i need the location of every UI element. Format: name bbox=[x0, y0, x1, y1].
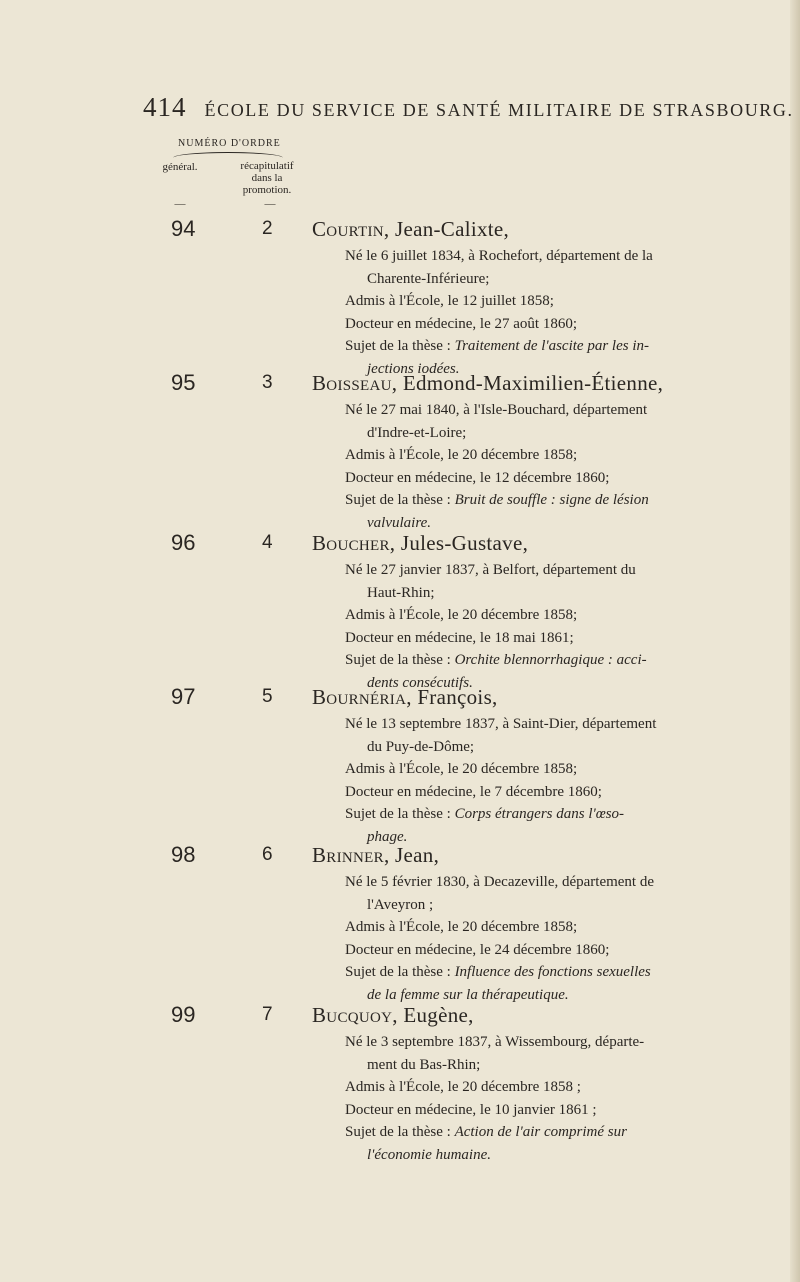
birth-line-cont: du Puy-de-Dôme; bbox=[367, 738, 475, 755]
thesis-line bbox=[345, 961, 760, 984]
doctorate-line: Docteur en médecine, le 7 décembre 1860; bbox=[345, 783, 602, 800]
thesis-title: Action de l'air comprimé sur bbox=[454, 1124, 627, 1141]
birth-line-cont: Haut-Rhin; bbox=[367, 584, 435, 601]
thesis-title-cont: phage. bbox=[367, 828, 408, 845]
general-number: 96 bbox=[171, 530, 196, 555]
surname: Boisseau bbox=[312, 371, 392, 395]
recap-heading-line: récapitulatif bbox=[240, 160, 294, 172]
promotion-number: 2 bbox=[262, 218, 273, 239]
admission-line: Admis à l'École, le 20 décembre 1858; bbox=[345, 761, 578, 778]
entry-details bbox=[345, 713, 760, 849]
thesis-line bbox=[345, 649, 760, 672]
promotion-number: 3 bbox=[262, 372, 273, 393]
entry-details bbox=[345, 559, 760, 695]
thesis-line bbox=[345, 489, 760, 512]
admission-line: Admis à l'École, le 20 décembre 1858 ; bbox=[345, 1079, 581, 1096]
general-number: 97 bbox=[171, 684, 196, 709]
recap-heading-line: promotion. bbox=[242, 184, 292, 196]
thesis-line bbox=[345, 803, 760, 826]
surname: Brinner bbox=[312, 843, 384, 867]
doctorate-line: Docteur en médecine, le 24 décembre 1860; bbox=[345, 941, 610, 958]
thesis-title: Traitement de l'ascite par les in- bbox=[454, 338, 649, 355]
thesis-line bbox=[345, 1121, 760, 1144]
given-names: , Edmond-Maximilien-Étienne, bbox=[391, 371, 664, 395]
heading-brace bbox=[173, 152, 283, 159]
admission-line: Admis à l'École, le 20 décembre 1858; bbox=[345, 607, 578, 624]
entry-details bbox=[345, 245, 760, 381]
thesis-prefix: Sujet de la thèse : bbox=[345, 806, 455, 823]
heading-dash: — bbox=[264, 198, 276, 210]
birth-line-cont: Charente-Inférieure; bbox=[367, 270, 490, 287]
doctorate-line: Docteur en médecine, le 18 mai 1861; bbox=[345, 629, 574, 646]
thesis-prefix: Sujet de la thèse : bbox=[345, 1124, 455, 1141]
given-names: , François, bbox=[406, 685, 498, 709]
thesis-title: Orchite blennorrhagique : acci- bbox=[454, 652, 647, 669]
general-heading: général. bbox=[162, 161, 198, 173]
admission-line: Admis à l'École, le 20 décembre 1858; bbox=[345, 919, 578, 936]
thesis-title-cont: l'économie humaine. bbox=[367, 1146, 492, 1163]
page-number: 414 bbox=[143, 92, 187, 122]
promotion-number: 4 bbox=[262, 532, 273, 553]
doctorate-line: Docteur en médecine, le 10 janvier 1861 ; bbox=[345, 1101, 597, 1118]
general-number: 98 bbox=[171, 842, 196, 867]
page-edge bbox=[790, 0, 800, 1282]
thesis-prefix: Sujet de la thèse : bbox=[345, 652, 455, 669]
general-number: 99 bbox=[171, 1002, 196, 1027]
general-number: 94 bbox=[171, 216, 196, 241]
birth-line: Né le 27 mai 1840, à l'Isle-Bouchard, département bbox=[345, 402, 648, 418]
heading-dash: — bbox=[174, 198, 186, 210]
thesis-title: Influence des fonctions sexuelles bbox=[454, 964, 651, 981]
thesis-title: Corps étrangers dans l'œso- bbox=[454, 806, 625, 823]
thesis-title-cont: valvulaire. bbox=[367, 514, 432, 531]
doctorate-line: Docteur en médecine, le 12 décembre 1860; bbox=[345, 469, 610, 486]
admission-line: Admis à l'École, le 12 juillet 1858; bbox=[345, 293, 554, 310]
admission-line: Admis à l'École, le 20 décembre 1858; bbox=[345, 447, 578, 464]
general-number: 95 bbox=[171, 370, 196, 395]
person-name bbox=[312, 1000, 474, 1030]
thesis-title-cont: jections iodées. bbox=[367, 360, 460, 377]
thesis-prefix: Sujet de la thèse : bbox=[345, 964, 455, 981]
birth-line-cont: d'Indre-et-Loire; bbox=[367, 424, 467, 441]
entry-details bbox=[345, 1031, 760, 1167]
page-header bbox=[143, 92, 794, 123]
birth-line: Né le 27 janvier 1837, à Belfort, département du bbox=[345, 562, 636, 578]
surname: Courtin bbox=[312, 217, 384, 241]
given-names: , Jean, bbox=[383, 843, 440, 867]
birth-line-cont: l'Aveyron ; bbox=[367, 896, 434, 913]
person-name bbox=[312, 682, 498, 712]
promotion-number: 7 bbox=[262, 1004, 273, 1025]
recap-heading bbox=[222, 160, 312, 196]
person-name bbox=[312, 214, 509, 244]
person-name bbox=[312, 368, 663, 398]
thesis-title-cont: dents consécutifs. bbox=[367, 674, 473, 691]
thesis-prefix: Sujet de la thèse : bbox=[345, 338, 455, 355]
birth-line: Né le 3 septembre 1837, à Wissembourg, départe- bbox=[345, 1034, 645, 1050]
numero-heading: NUMÉRO D'ORDRE bbox=[178, 138, 281, 149]
birth-line-cont: ment du Bas-Rhin; bbox=[367, 1056, 481, 1073]
thesis-line bbox=[345, 335, 760, 358]
given-names: , Eugène, bbox=[392, 1003, 474, 1027]
thesis-title: Bruit de souffle : signe de lésion bbox=[454, 492, 649, 509]
running-title: ÉCOLE DU SERVICE DE SANTÉ MILITAIRE DE STRASBOURG. bbox=[204, 100, 794, 120]
given-names: , Jean-Calixte, bbox=[383, 217, 510, 241]
person-name bbox=[312, 528, 528, 558]
promotion-number: 5 bbox=[262, 686, 273, 707]
birth-line: Né le 13 septembre 1837, à Saint-Dier, département bbox=[345, 716, 657, 732]
surname: Bournéria bbox=[312, 685, 407, 709]
doctorate-line: Docteur en médecine, le 27 août 1860; bbox=[345, 315, 578, 332]
entry-details bbox=[345, 871, 760, 1007]
birth-line: Né le 5 février 1830, à Decazeville, département de bbox=[345, 874, 655, 890]
person-name bbox=[312, 840, 439, 870]
given-names: , Jules-Gustave, bbox=[389, 531, 529, 555]
entry-details bbox=[345, 399, 760, 535]
surname: Boucher bbox=[312, 531, 390, 555]
surname: Bucquoy bbox=[312, 1003, 393, 1027]
promotion-number: 6 bbox=[262, 844, 273, 865]
thesis-title-cont: de la femme sur la thérapeutique. bbox=[367, 986, 569, 1003]
birth-line: Né le 6 juillet 1834, à Rochefort, département de la bbox=[345, 248, 653, 264]
recap-heading-line: dans la bbox=[251, 172, 283, 184]
thesis-prefix: Sujet de la thèse : bbox=[345, 492, 455, 509]
